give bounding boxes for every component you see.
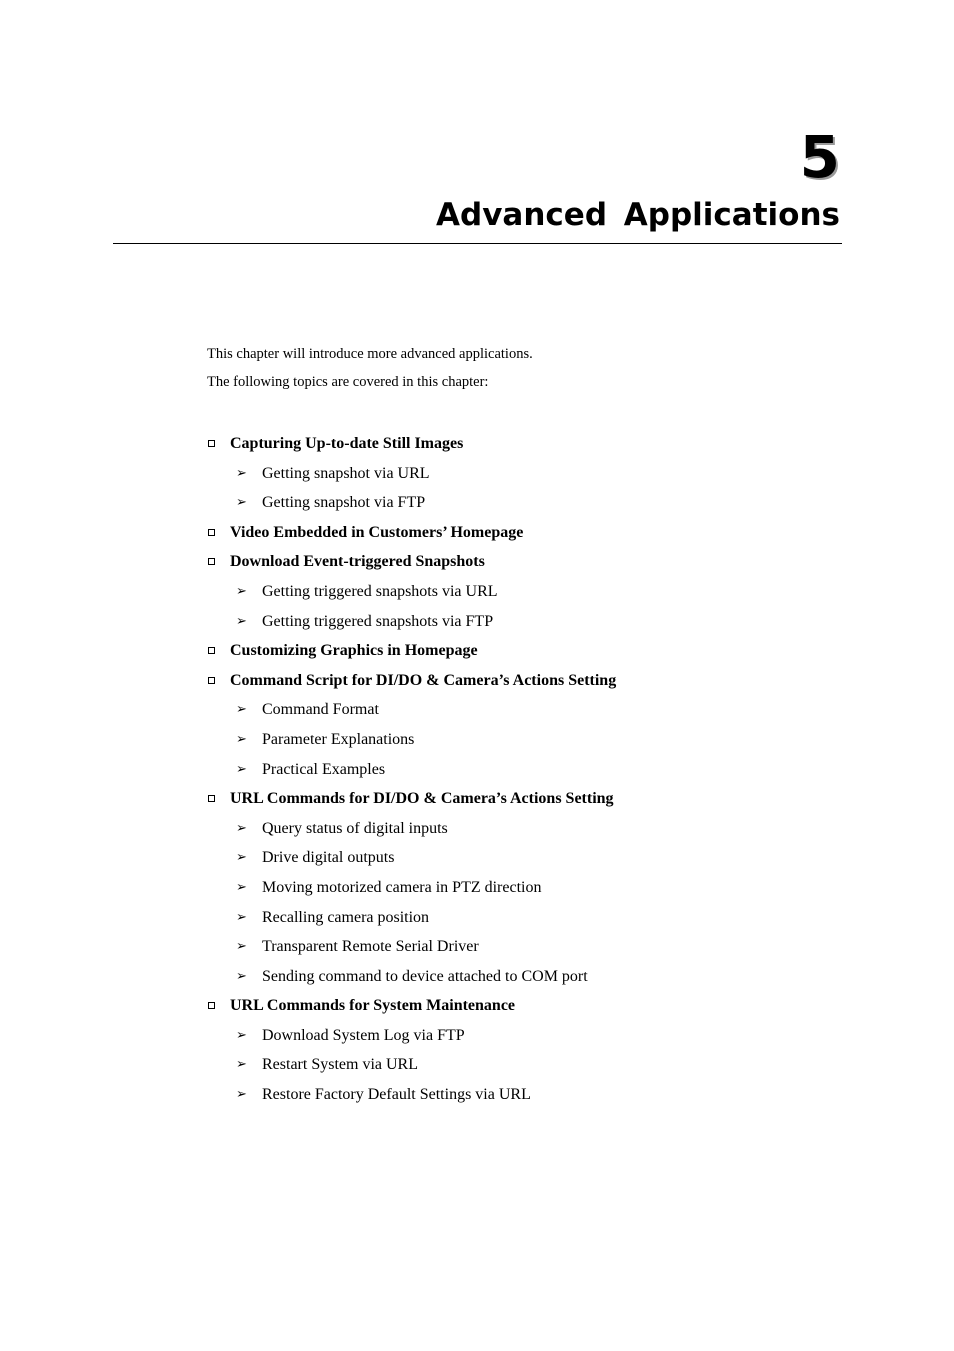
arrow-bullet-icon: ➢ bbox=[236, 1027, 247, 1043]
subtopic-item bbox=[207, 488, 847, 518]
subtopic-label: Sending command to device attached to COM port bbox=[262, 967, 588, 985]
topic-title: Download Event-triggered Snapshots bbox=[230, 553, 485, 571]
arrow-bullet-icon: ➢ bbox=[236, 761, 247, 777]
arrow-bullet-icon: ➢ bbox=[236, 613, 247, 629]
square-bullet-icon bbox=[208, 795, 215, 802]
arrow-bullet-icon: ➢ bbox=[236, 1087, 247, 1103]
arrow-bullet-icon: ➢ bbox=[236, 879, 247, 895]
intro-text bbox=[207, 340, 533, 396]
subtopic-item bbox=[207, 607, 847, 637]
subtopic-item bbox=[207, 755, 847, 785]
square-bullet-icon bbox=[208, 440, 215, 447]
subtopic-item bbox=[207, 932, 847, 962]
arrow-bullet-icon: ➢ bbox=[236, 731, 247, 747]
subtopic-item bbox=[207, 1021, 847, 1051]
arrow-bullet-icon: ➢ bbox=[236, 968, 247, 984]
square-bullet-icon bbox=[208, 529, 215, 536]
arrow-bullet-icon: ➢ bbox=[236, 465, 247, 481]
intro-line: This chapter will introduce more advanced applications. bbox=[207, 346, 533, 362]
subtopic-item bbox=[207, 725, 847, 755]
topic-item bbox=[207, 547, 847, 577]
chapter-number: 5 bbox=[799, 123, 840, 191]
subtopic-item bbox=[207, 1080, 847, 1110]
square-bullet-icon bbox=[208, 1002, 215, 1009]
topic-title: URL Commands for System Maintenance bbox=[230, 997, 516, 1015]
title-divider bbox=[113, 243, 842, 244]
topic-list bbox=[207, 429, 847, 1110]
arrow-bullet-icon: ➢ bbox=[236, 1057, 247, 1073]
subtopic-label: Download System Log via FTP bbox=[262, 1026, 465, 1044]
subtopic-item bbox=[207, 459, 847, 489]
subtopic-item bbox=[207, 814, 847, 844]
arrow-bullet-icon: ➢ bbox=[236, 702, 247, 718]
chapter-title: Advanced Applications bbox=[436, 197, 840, 233]
topic-item bbox=[207, 991, 847, 1021]
intro-line: The following topics are covered in this chapter: bbox=[207, 374, 489, 390]
topic-title: Capturing Up-to-date Still Images bbox=[230, 435, 464, 452]
square-bullet-icon bbox=[208, 558, 215, 565]
arrow-bullet-icon: ➢ bbox=[236, 820, 247, 836]
arrow-bullet-icon: ➢ bbox=[236, 583, 247, 599]
subtopic-label: Parameter Explanations bbox=[262, 730, 415, 748]
subtopic-item bbox=[207, 695, 847, 725]
subtopic-label: Getting snapshot via FTP bbox=[262, 494, 426, 512]
subtopic-label: Command Format bbox=[262, 701, 379, 719]
subtopic-item bbox=[207, 873, 847, 903]
topic-title: Video Embedded in Customers’ Homepage bbox=[230, 523, 524, 541]
subtopic-label: Transparent Remote Serial Driver bbox=[262, 938, 479, 956]
subtopic-label: Recalling camera position bbox=[262, 908, 430, 926]
subtopic-label: Practical Examples bbox=[262, 760, 386, 778]
subtopic-label: Restart System via URL bbox=[262, 1056, 418, 1074]
topic-item bbox=[207, 429, 847, 459]
topic-title: Command Script for DI/DO & Camera’s Actions Setting bbox=[230, 671, 617, 689]
topic-item bbox=[207, 636, 847, 666]
topic-item bbox=[207, 518, 847, 548]
topic-title: Customizing Graphics in Homepage bbox=[230, 642, 478, 660]
subtopic-label: Getting snapshot via URL bbox=[262, 464, 430, 482]
subtopic-item bbox=[207, 1050, 847, 1080]
subtopic-label: Drive digital outputs bbox=[262, 849, 395, 867]
square-bullet-icon bbox=[208, 677, 215, 684]
topic-item bbox=[207, 666, 847, 696]
subtopic-label: Restore Factory Default Settings via URL bbox=[262, 1086, 531, 1104]
subtopic-item bbox=[207, 577, 847, 607]
arrow-bullet-icon: ➢ bbox=[236, 939, 247, 955]
subtopic-label: Moving motorized camera in PTZ direction bbox=[262, 878, 542, 896]
subtopic-label: Getting triggered snapshots via FTP bbox=[262, 612, 494, 630]
topic-title: URL Commands for DI/DO & Camera’s Actions Setting bbox=[230, 790, 614, 808]
arrow-bullet-icon: ➢ bbox=[236, 495, 247, 511]
topic-item bbox=[207, 784, 847, 814]
subtopic-item bbox=[207, 903, 847, 933]
subtopic-item bbox=[207, 962, 847, 992]
subtopic-label: Query status of digital inputs bbox=[262, 819, 448, 837]
square-bullet-icon bbox=[208, 647, 215, 654]
subtopic-item bbox=[207, 843, 847, 873]
arrow-bullet-icon: ➢ bbox=[236, 850, 247, 866]
arrow-bullet-icon: ➢ bbox=[236, 909, 247, 925]
subtopic-label: Getting triggered snapshots via URL bbox=[262, 582, 498, 600]
